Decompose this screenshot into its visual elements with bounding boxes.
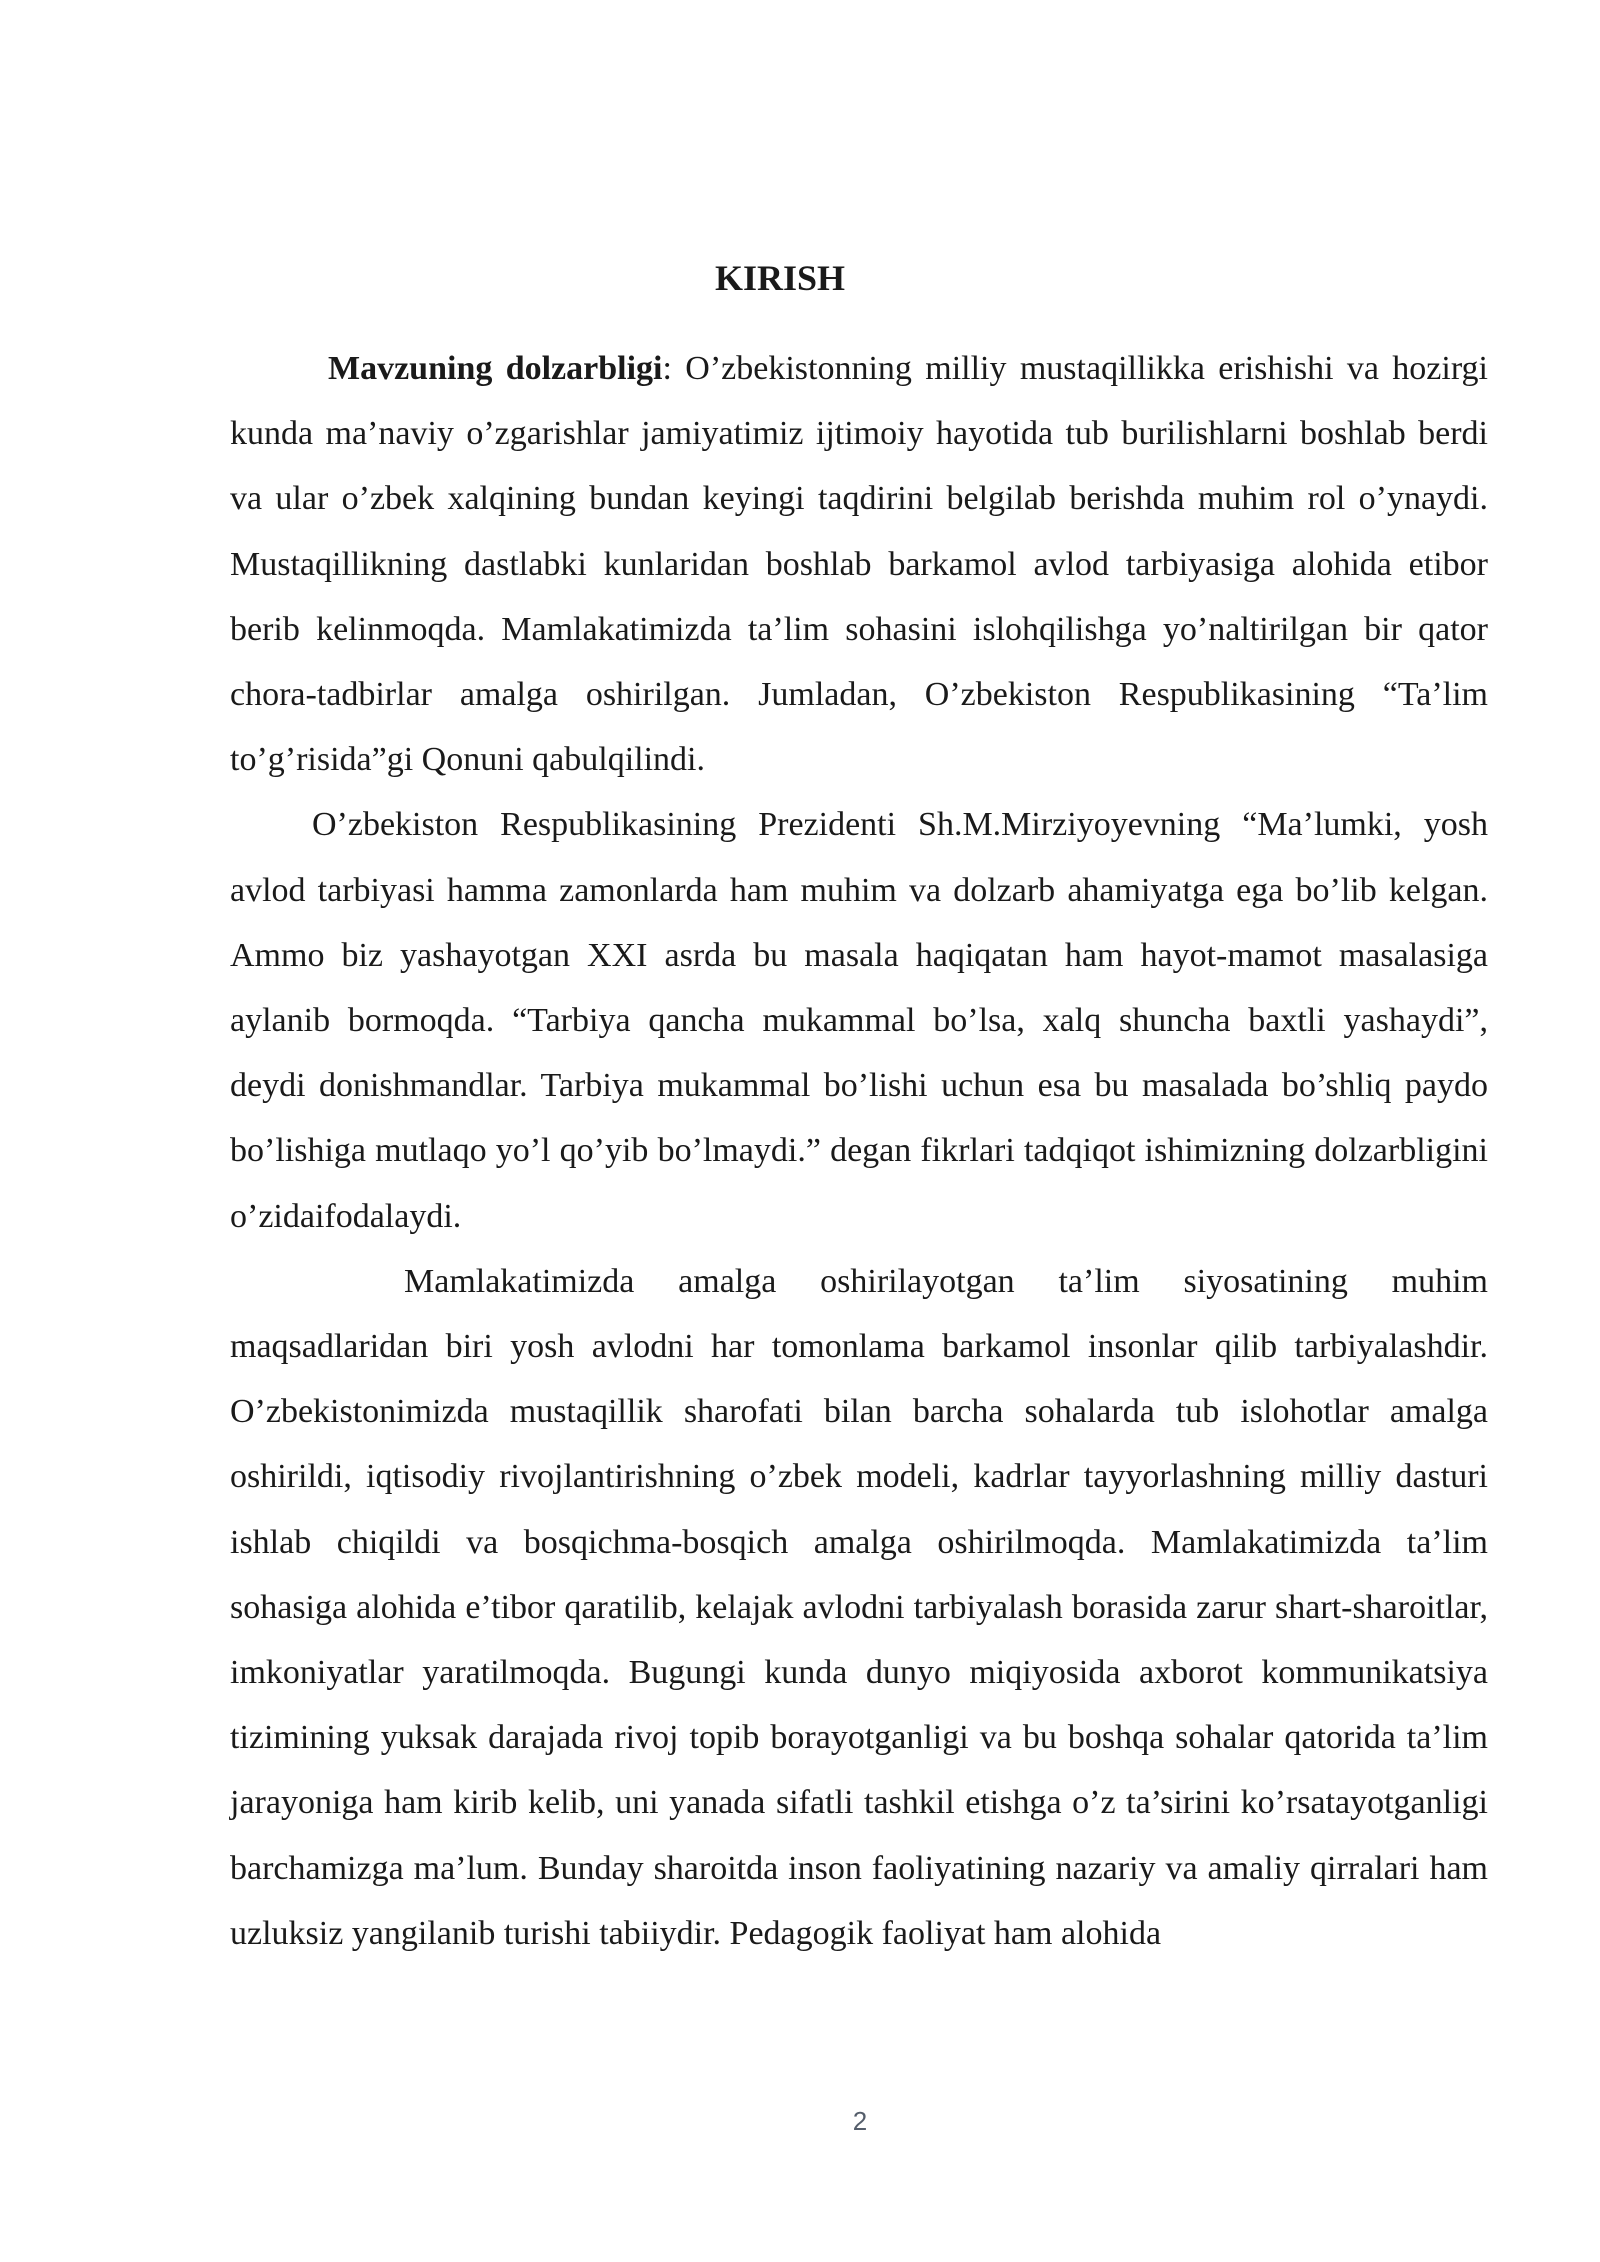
section-heading: KIRISH bbox=[714, 258, 846, 298]
body-text bbox=[230, 336, 1488, 1966]
paragraph-education-policy bbox=[230, 1249, 1488, 1966]
paragraph-relevance bbox=[230, 336, 1488, 792]
page-number: 2 bbox=[852, 2106, 868, 2136]
paragraph-text: O’zbekistonning milliy mustaqillikka erishishi va hozirgi kunda ma’naviy o’zgarishlar jamiyatimiz ijtimoiy hayotida tub burilishlarni boshlab berdi va ular o’zbek xalqining bundan keyingi taqdirini belgilab berishda muhim rol o’ynaydi. Mustaqillikning dastlabki kunlaridan boshlab barkamol avlod tarbiyasiga alohida etibor berib kelinmoqda. Mamlakatimizda ta’lim sohasini islohqilishga yo’naltirilgan bir qator chora-tadbirlar amalga oshirilgan. Jumladan, O’zbekiston Respublikasining “Ta’lim to’g’risida”gi Qonuni qabulqilindi. bbox=[230, 350, 1488, 779]
lead-separator: : bbox=[662, 350, 686, 387]
paragraph-president-quote bbox=[230, 792, 1488, 1248]
paragraph-text: O’zbekiston Respublikasining Prezidenti Sh.M.Mirziyoyevning “Ma’lumki, yosh avlod tarbiyasi hamma zamonlarda ham muhim va dolzarb ahamiyatga ega bo’lib kelgan. Ammo biz yashayotgan XXI asrda bu masala haqiqatan ham hayot-mamot masalasiga aylanib bormoqda. “Tarbiya qancha mukammal bo’lsa, xalq shuncha baxtli yashaydi”, deydi donishmandlar. Tarbiya mukammal bo’lishi uchun esa bu masalada bo’shliq paydo bo’lishiga mutlaqo yo’l qo’yib bo’lmaydi.” degan fikrlari tadqiqot ishimizning dolzarbligini o’zidaifodalaydi. bbox=[230, 806, 1488, 1235]
paragraph-lead-term: Mavzuning dolzarbligi bbox=[328, 350, 663, 387]
paragraph-text: Mamlakatimizda amalga oshirilayotgan ta’lim siyosatining muhim maqsadlaridan biri yosh avlodni har tomonlama barkamol insonlar qilib tarbiyalashdir. O’zbekistonimizda mustaqillik sharofati bilan barcha sohalarda tub islohotlar amalga oshirildi, iqtisodiy rivojlantirishning o’zbek modeli, kadrlar tayyorlashning milliy dasturi ishlab chiqildi va bosqichma-bosqich amalga oshirilmoqda. Mamlakatimizda ta’lim sohasiga alohida e’tibor qaratilib, kelajak avlodni tarbiyalash borasida zarur shart-sharoitlar, imkoniyatlar yaratilmoqda. Bugungi kunda dunyo miqiyosida axborot kommunikatsiya tizimining yuksak darajada rivoj topib borayotganligi va bu boshqa sohalar qatorida ta’lim jarayoniga ham kirib kelib, uni yanada sifatli tashkil etishga o’z ta’sirini ko’rsatayotganligi barchamizga ma’lum. Bunday sharoitda inson faoliyatining nazariy va amaliy qirralari ham uzluksiz yangilanib turishi tabiiydir. Pedagogik faoliyat ham alohida bbox=[230, 1262, 1488, 1952]
